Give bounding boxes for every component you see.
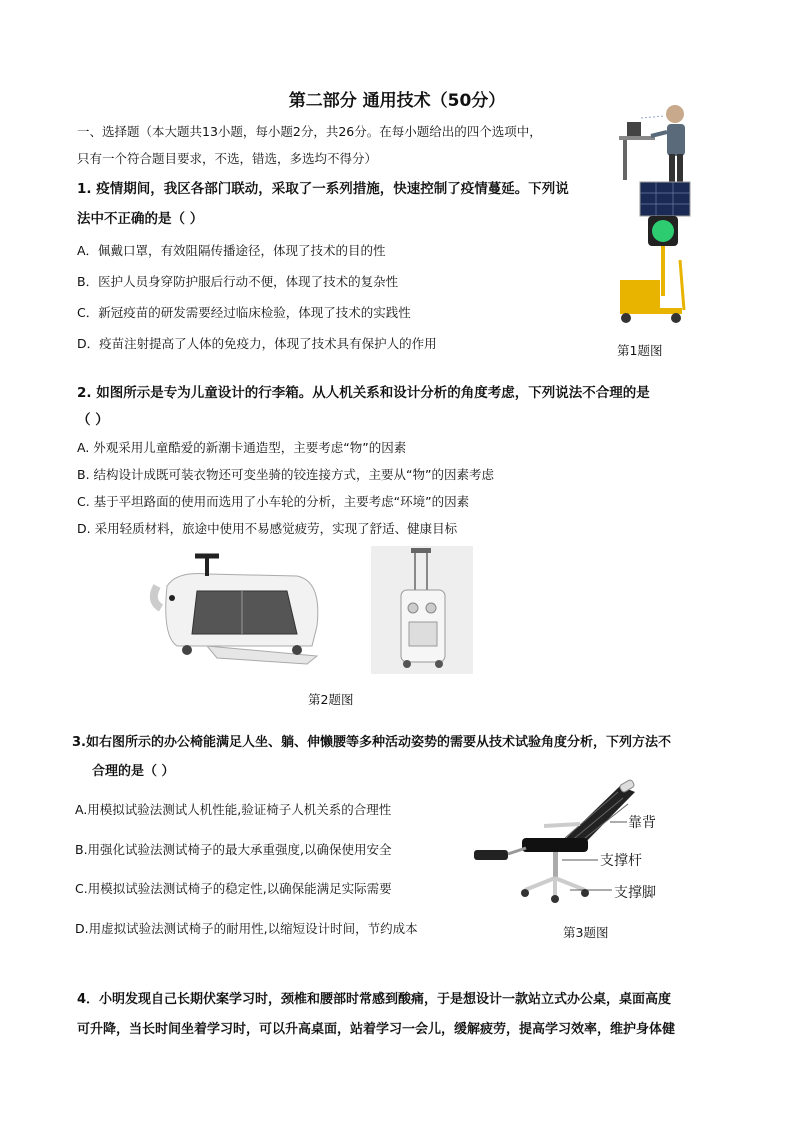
instruction-line: 只有一个符合题目要求，不选，错选，多选均不得分） xyxy=(77,151,378,166)
question-3-stem: 3.如右图所示的办公椅能满足人坐、躺、伸懒腰等多种活动姿势的需要从技术试验角度分析，下列方法不 xyxy=(72,735,671,750)
solar-traffic-light-figure xyxy=(610,180,700,325)
question-4-stem xyxy=(77,985,757,1045)
upright-suitcase-figure xyxy=(371,546,473,674)
stem-line: 法中不正确的是（ ） xyxy=(77,211,204,227)
stem-line: 2. 如图所示是专为儿童设计的行李箱。从人机关系和设计分析的角度考虑，下列说法不合理的是 xyxy=(77,385,650,401)
q1-option-a: A．佩戴口罩，有效阻隔传播途径，体现了技术的目的性 xyxy=(77,243,386,258)
stem-line: 4．小明发现自己长期伏案学习时，颈椎和腰部时常感到酸痛，于是想设计一款站立式办公桌，桌面高度 xyxy=(77,992,672,1007)
q2-option-d: D. 采用轻质材料，旅途中使用不易感觉疲劳，实现了舒适、健康目标 xyxy=(77,521,458,536)
figure-1-caption: 第1题图 xyxy=(617,343,663,358)
stem-line: 1. 疫情期间，我区各部门联动，采取了一系列措施，快速控制了疫情蔓延。下列说 xyxy=(77,181,569,197)
ride-on-suitcase-figure xyxy=(147,546,337,674)
q2-option-a: A. 外观采用儿童酷爱的新潮卡通造型，主要考虑“物”的因素 xyxy=(77,440,407,455)
question-2-stem xyxy=(77,378,737,408)
question-1-stem xyxy=(77,174,607,234)
q3-option-c: C.用模拟试验法测试椅子的稳定性,以确保能满足实际需要 xyxy=(75,881,392,896)
q1-option-d: D．疫苗注射提高了人体的免疫力，体现了技术具有保护人的作用 xyxy=(77,336,437,351)
q3-option-b: B.用强化试验法测试椅子的最大承重强度,以确保使用安全 xyxy=(75,842,392,857)
label-support-feet: 支撑脚 xyxy=(614,885,656,901)
q2-option-c: C. 基于平坦路面的使用而选用了小车轮的分析，主要考虑“环境”的因素 xyxy=(77,494,470,509)
standing-desk-figure xyxy=(615,100,695,184)
figure-2-caption: 第2题图 xyxy=(308,692,354,707)
stem-line: 可升降，当长时间坐着学习时，可以升高桌面，站着学习一会儿，缓解疲劳，提高学习效率，维护身体健 xyxy=(77,1022,676,1037)
q3-option-d: D.用虚拟试验法测试椅子的耐用性,以缩短设计时间，节约成本 xyxy=(75,921,418,936)
figure-3-caption: 第3题图 xyxy=(563,925,609,940)
label-backrest: 靠背 xyxy=(628,815,656,831)
q1-option-c: C．新冠疫苗的研发需要经过临床检验，体现了技术的实践性 xyxy=(77,305,411,320)
instruction-line: 一、选择题（本大题共13小题，每小题2分，共26分。在每小题给出的四个选项中， xyxy=(77,124,542,139)
q1-option-b: B．医护人员身穿防护服后行动不便，体现了技术的复杂性 xyxy=(77,274,399,289)
section-instructions xyxy=(77,118,607,172)
q2-option-b: B. 结构设计成既可装衣物还可变坐骑的铰连接方式，主要从“物”的因素考虑 xyxy=(77,467,494,482)
q3-option-a: A.用模拟试验法测试人机性能,验证椅子人机关系的合理性 xyxy=(75,802,392,817)
section-title: 第二部分 通用技术（50分） xyxy=(288,91,506,111)
label-support-rod: 支撑杆 xyxy=(600,853,642,869)
question-3-stem-cont: 合理的是（ ） xyxy=(92,764,175,779)
question-2-stem-cont: （ ） xyxy=(77,412,109,428)
